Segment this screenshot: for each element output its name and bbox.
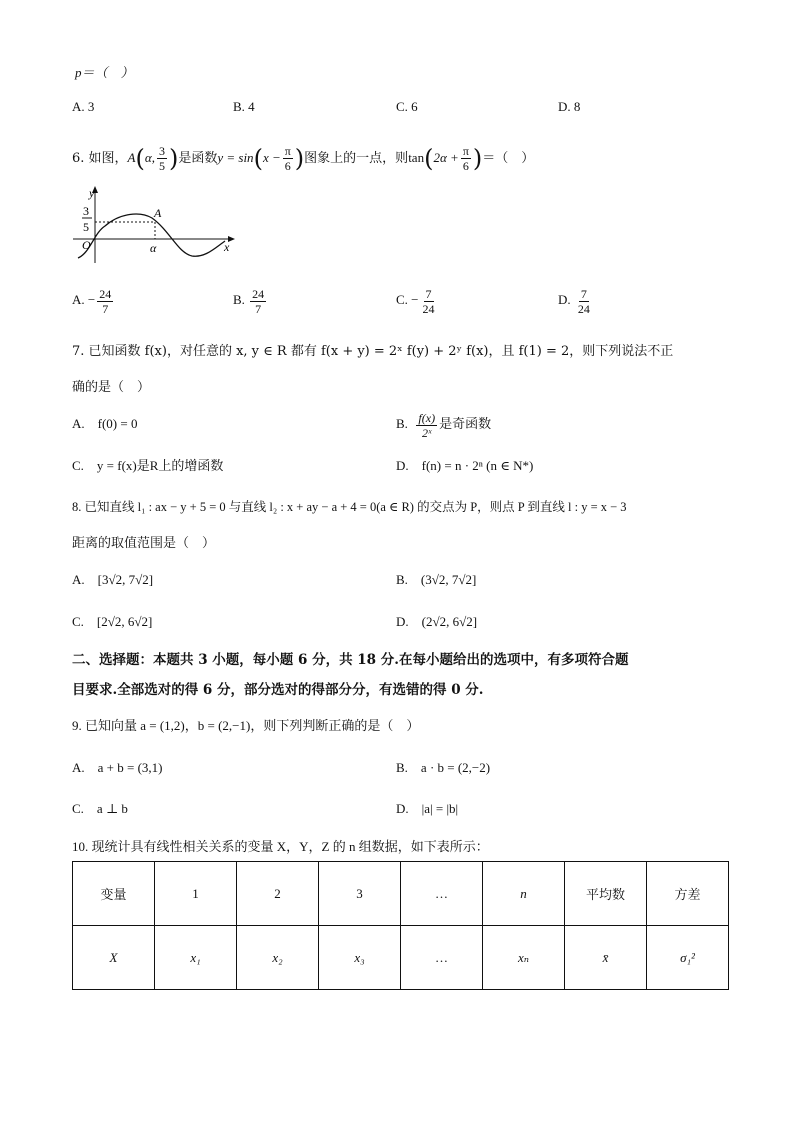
q6-func: y = sin <box>217 150 254 165</box>
q6-graph-origin: O <box>82 238 91 252</box>
q7-option-c: C. y = f(x)是R上的增函数 <box>72 458 224 473</box>
table-header-cell: 方差 <box>647 862 729 926</box>
q6-stem: 6. 如图，A(α, $\frac{3}{5}$ )是函数y = sin(x − $\frac{\pi}{6}$ )图象上的一点，则tan(2α + $\frac{\pi}{6}$ )＝（ ） <box>72 144 535 173</box>
table-cell: x̄ <box>565 926 647 990</box>
q6-point-fraction: $\frac{3}{5}$ <box>158 144 165 173</box>
table-row <box>73 926 729 990</box>
q5-option-d: D. 8 <box>558 99 581 114</box>
q8-option-d: D. (2√2, 6√2] <box>396 614 478 629</box>
q6-graph-x-label: x <box>224 240 230 254</box>
q6-option-d: D. $\frac{7}{24}$ <box>558 286 590 316</box>
q10-stem: 10. 现统计具有线性相关关系的变量 X，Y，Z 的 n 组数据，如下表所示： <box>72 839 489 854</box>
q6-number: 6. 如图， <box>72 151 128 166</box>
q6-text-end: ＝（ ） <box>482 151 535 166</box>
q6-graph-tick-num: 3 <box>83 204 89 218</box>
q6-option-b: B. $\frac{24}{7}$ <box>233 286 265 316</box>
q6-graph-point-label: A <box>154 206 162 220</box>
q5-option-a: A. 3 <box>72 99 95 114</box>
q6-tan-inner: 2α + <box>433 150 459 165</box>
table-cell: σ₁² <box>647 926 729 990</box>
q7-stem-line1: 7. 已知函数 f(x)，对任意的 x, y ∈ R 都有 f(x + y) = 2ˣ f(y) + 2ʸ f(x)，且 f(1) = 2，则下列说法不正 <box>72 344 674 359</box>
table-header-cell: 1 <box>155 862 237 926</box>
q8-option-a: A. [3√2, 7√2] <box>72 572 154 587</box>
table-cell: x₂ <box>237 926 319 990</box>
q10-data-table <box>72 861 729 990</box>
q9-option-c: C. a ⊥ b <box>72 801 128 816</box>
table-cell: x₃ <box>319 926 401 990</box>
q7-option-a: A. f(0) = 0 <box>72 416 138 431</box>
table-cell: xₙ <box>483 926 565 990</box>
q6-option-a: A. − $\frac{24}{7}$ <box>72 286 112 316</box>
table-header-cell: 2 <box>237 862 319 926</box>
table-header-cell: 平均数 <box>565 862 647 926</box>
q9-stem: 9. 已知向量 a = (1,2)，b = (2,−1)，则下列判断正确的是（ ） <box>72 718 420 733</box>
section2-heading-line2: 目要求.全部选对的得 6 分，部分选对的得部分分，有选错的得 0 分. <box>72 682 484 698</box>
q6-sine-graph <box>70 183 240 265</box>
q6-graph-alpha-label: α <box>150 241 157 255</box>
q6-option-c: C. − $\frac{7}{24}$ <box>396 286 435 316</box>
table-header-cell: 变量 <box>73 862 155 926</box>
q6-point-coord: α, <box>144 150 155 165</box>
q9-option-d: D. |a| = |b| <box>396 801 459 816</box>
table-header-cell: … <box>401 862 483 926</box>
q7-stem-line2: 确的是（ ） <box>72 380 151 395</box>
q6-text-after: 图象上的一点，则 <box>304 151 409 166</box>
q9-option-a: A. a + b = (3,1) <box>72 760 163 775</box>
table-header-cell: 3 <box>319 862 401 926</box>
q5-stem: p＝（ ） <box>75 65 134 80</box>
q6-text-mid: 是函数 <box>178 151 218 166</box>
table-header-row <box>73 862 729 926</box>
q6-graph-y-label: y <box>89 186 95 200</box>
q6-tan-fraction: $\frac{\pi}{6}$ <box>462 144 469 173</box>
q8-option-c: C. [2√2, 6√2] <box>72 614 153 629</box>
q7-option-b: B. $\frac{f(x)}{\text{2ˣ}}$ 是奇函数 <box>396 410 492 440</box>
q5-option-b: B. 4 <box>233 99 255 114</box>
q7-option-d: D. f(n) = n · 2ⁿ (n ∈ N*) <box>396 458 534 473</box>
q6-func-inner: x − <box>262 150 281 165</box>
q8-stem-line2: 距离的取值范围是（ ） <box>72 536 216 551</box>
q6-point: A <box>127 150 136 165</box>
table-cell: x₁ <box>155 926 237 990</box>
q8-option-b: B. (3√2, 7√2] <box>396 572 477 587</box>
q5-option-c: C. 6 <box>396 99 418 114</box>
table-cell: … <box>401 926 483 990</box>
q6-graph-tick-den: 5 <box>83 220 89 234</box>
table-cell: X <box>73 926 155 990</box>
section2-heading-line1: 二、选择题：本题共 3 小题，每小题 6 分，共 18 分.在每小题给出的选项中，有多项符合题 <box>72 652 629 668</box>
q9-option-b: B. a · b = (2,−2) <box>396 760 491 775</box>
q6-tan: tan <box>408 150 425 165</box>
q6-func-fraction: $\frac{\pi}{6}$ <box>284 144 291 173</box>
table-header-cell: n <box>483 862 565 926</box>
q8-stem-line1: 8. 已知直线 l₁ : ax − y + 5 = 0 与直线 l₂ : x + ay − a + 4 = 0(a ∈ R) 的交点为 P，则点 P 到直线 l : y = x − 3 <box>72 500 627 514</box>
